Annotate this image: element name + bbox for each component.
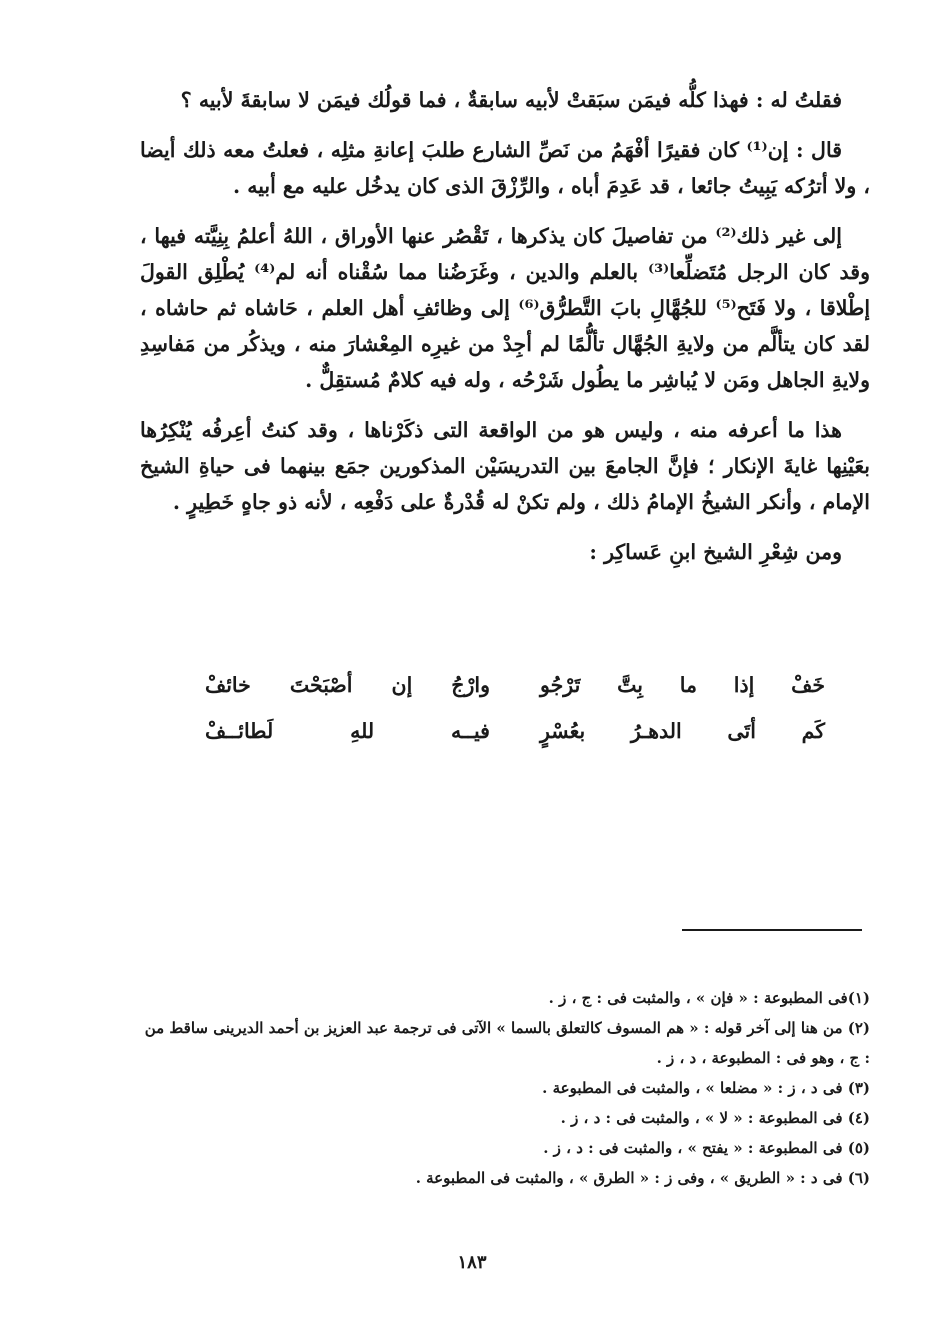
footnote: (٦) فى د : « الطريق » ، وفى ز : « الطرق » ، والمثبت فى المطبوعة . xyxy=(415,1169,870,1187)
poem-verse xyxy=(205,711,825,751)
verse-second-hemistich: وارْجُ إن أصْبَحْتَ خائفْ xyxy=(205,673,490,697)
paragraph-2: قال : إن⁽¹⁾ كان فقيرًا أفْهَمُ من نَصِّ الشارع طلبَ إعانةِ مثلِه ، فعلتُ معه ذلك أيضا ، ولا أترُكه يَبِيتُ جائعا ، قد عَدِمَ أباه ، والرِّزْقَ الذى كان يدخُل عليه مع أبيه . xyxy=(140,138,870,198)
poem xyxy=(205,665,825,757)
verse-first-hemistich: كَم أتَى الدهـرُ بعُسْرٍ xyxy=(540,719,825,743)
poem-verse xyxy=(205,665,825,705)
footnote: (٤) فى المطبوعة : « لا » ، والمثبت فى : د ، ز . xyxy=(560,1109,870,1127)
footnote: (٣) فى د ، ز : « مضلعا » ، والمثبت فى المطبوعة . xyxy=(542,1079,870,1097)
verse-first-hemistich: خَفْ إذا ما بِتَّ تَرْجُو xyxy=(540,673,825,697)
poem-intro: ومن شِعْرِ الشيخ ابنِ عَساكِر : xyxy=(589,540,842,564)
page-number: ١٨٣ xyxy=(457,1252,487,1273)
paragraph-3: إلى غير ذلك⁽²⁾ من تفاصيلَ كان يذكرها ، تَقْصُر عنها الأوراق ، اللهُ أعلمُ بِنِيَّته فيها ، وقد كان الرجل مُتَضلِّعا⁽³⁾ بالعلم والدين ، وغَرَضُنا مما سُقْناه أنه لم⁽⁴⁾ يُطْلِق القولَ إطْلاقا ، ولا فَتَح⁽⁵⁾ للجُهَّالِ بابَ التَّطرُّق⁽⁶⁾ إلى وظائفِ أهل العلم ، حَاشاه ثم حاشاه ، لقد كان يتألَّم من ولايةِ الجُهَّال تألُّمًا لم أجِدْ من غيرِه المِعْشارَ منه ، ويذكُر من مَفاسِدِ ولايةِ الجاهل ومَن لا يُباشِر ما يطُول شَرْحُه ، وله فيه كلامٌ مُستقِلٌّ . xyxy=(140,224,871,392)
main-text xyxy=(140,82,870,574)
footnote-separator xyxy=(682,929,862,931)
verse-second-hemistich: فيــه للهِ لَطائــفْ xyxy=(205,719,490,743)
paragraph-4: هذا ما أعرفه منه ، وليس هو من الواقعة التى ذكَرْناها ، وقد كنتُ أعِرفُه يُنْكِرُها بعَيْنِها غايةَ الإنكار ؛ فإنَّ الجامعَ بين التدريسَيْن المذكورين جمَع بينهما فى حياةِ الشيخ الإمام ، وأنكر الشيخُ الإمامُ ذلك ، ولم تكنْ له قُدْرةٌ على دَفْعِه ، لأنه ذو جاهٍ خَطِيرٍ . xyxy=(140,418,870,514)
footnotes xyxy=(140,983,870,1193)
paragraph-1: فقلتُ له : فهذا كلُّه فيمَن سبَقتْ لأبيه سابقةٌ ، فما قولُك فيمَن لا سابقةَ لأبيه ؟ xyxy=(180,88,842,112)
footnote: (٢) من هنا إلى آخر قوله : « هم المسوف كالتعلق بالسما » الآتى فى ترجمة عبد العزيز بن أحمد الديرينى ساقط من : ج ، وهو فى : المطبوعة ، د ، ز . xyxy=(144,1019,870,1067)
footnote: (٥) فى المطبوعة : « يفتح » ، والمثبت فى : د ، ز . xyxy=(543,1139,870,1157)
footnote: (١)فى المطبوعة : « فإن » ، والمثبت فى : ج ، ز . xyxy=(548,989,870,1007)
